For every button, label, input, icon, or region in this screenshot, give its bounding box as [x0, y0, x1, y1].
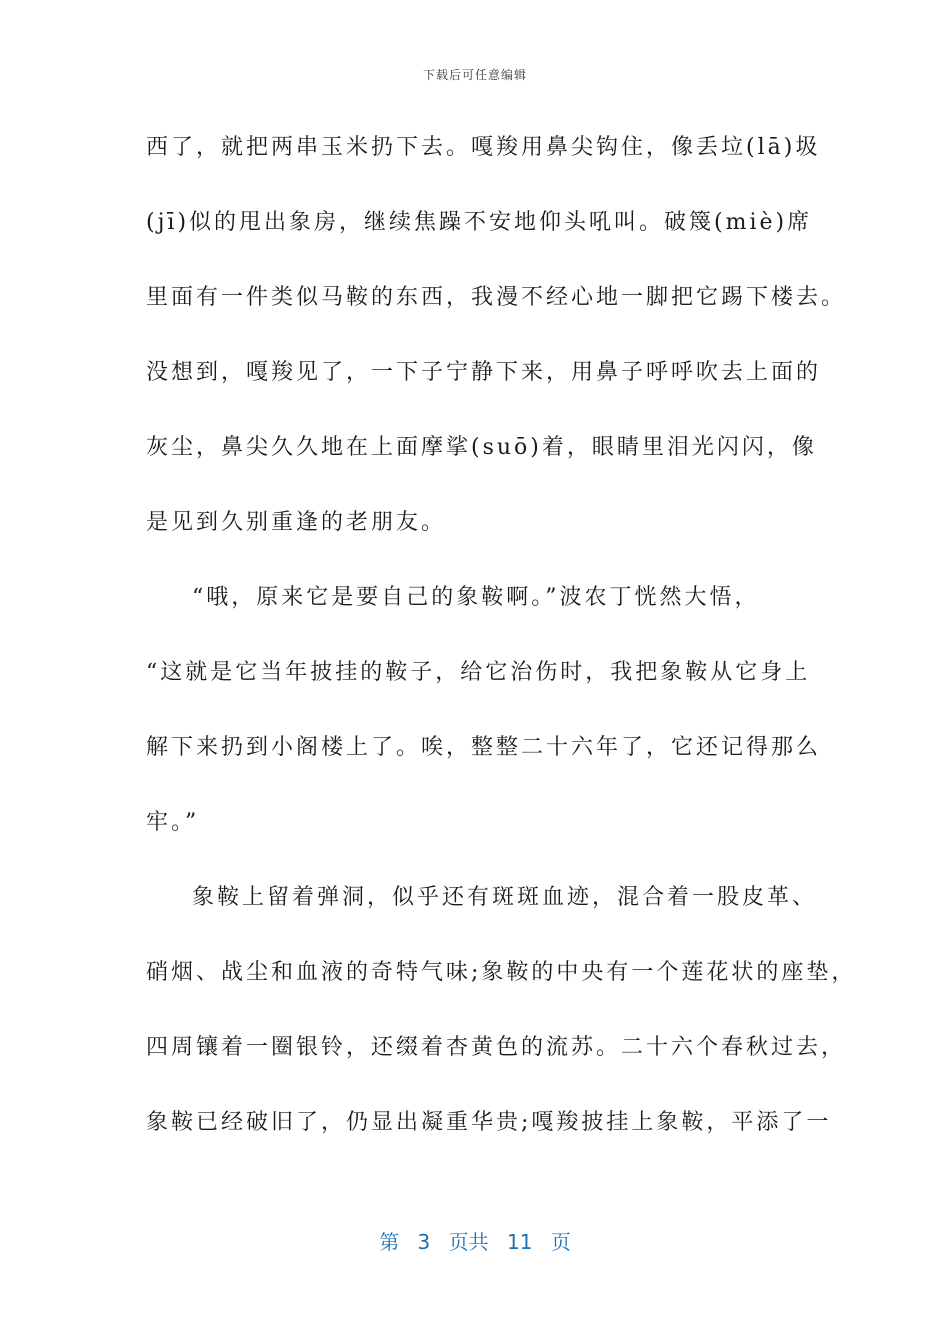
text-line: 象鞍已经破旧了，仍显出凝重华贵;嘎羧披挂上象鞍，平添了一 — [146, 1110, 832, 1135]
text-line: 没想到，嘎羧见了，一下子宁静下来，用鼻子呼呼吹去上面的 — [146, 360, 822, 385]
footer-prefix: 第 — [379, 1230, 400, 1254]
text-line: (jī)似的甩出象房，继续焦躁不安地仰头吼叫。破篾(miè)席 — [146, 210, 813, 235]
page-header: 下载后可任意编辑 — [422, 68, 527, 82]
footer-suffix: 页 — [550, 1230, 571, 1254]
text-line: 四周镶着一圈银铃，还缀着杏黄色的流苏。二十六个春秋过去， — [146, 1035, 847, 1060]
footer-middle: 页共 — [448, 1230, 489, 1254]
text-line: 灰尘，鼻尖久久地在上面摩挲(suō)着，眼睛里泪光闪闪，像 — [146, 435, 817, 460]
total-pages-number: 11 — [507, 1230, 533, 1254]
document-body — [146, 128, 857, 1178]
text-line: 西了，就把两串玉米扔下去。嘎羧用鼻尖钩住，像丢垃(lā)圾 — [146, 135, 821, 160]
text-line: “哦，原来它是要自己的象鞍啊。”波农丁恍然大悟， — [192, 585, 760, 610]
text-line: 里面有一件类似马鞍的东西，我漫不经心地一脚把它踢下楼去。 — [146, 285, 847, 310]
text-line: “这就是它当年披挂的鞍子，给它治伤时，我把象鞍从它身上 — [146, 660, 811, 685]
text-line: 是见到久别重逢的老朋友。 — [146, 510, 447, 535]
text-line: 牢。” — [146, 810, 200, 835]
text-line: 象鞍上留着弹洞，似乎还有斑斑血迹，混合着一股皮革、 — [192, 885, 818, 910]
current-page-number: 3 — [417, 1230, 431, 1254]
text-line: 硝烟、战尘和血液的奇特气味;象鞍的中央有一个莲花状的座垫， — [146, 960, 857, 985]
text-line: 解下来扔到小阁楼上了。唉，整整二十六年了，它还记得那么 — [146, 735, 822, 760]
page-footer — [0, 1226, 950, 1255]
